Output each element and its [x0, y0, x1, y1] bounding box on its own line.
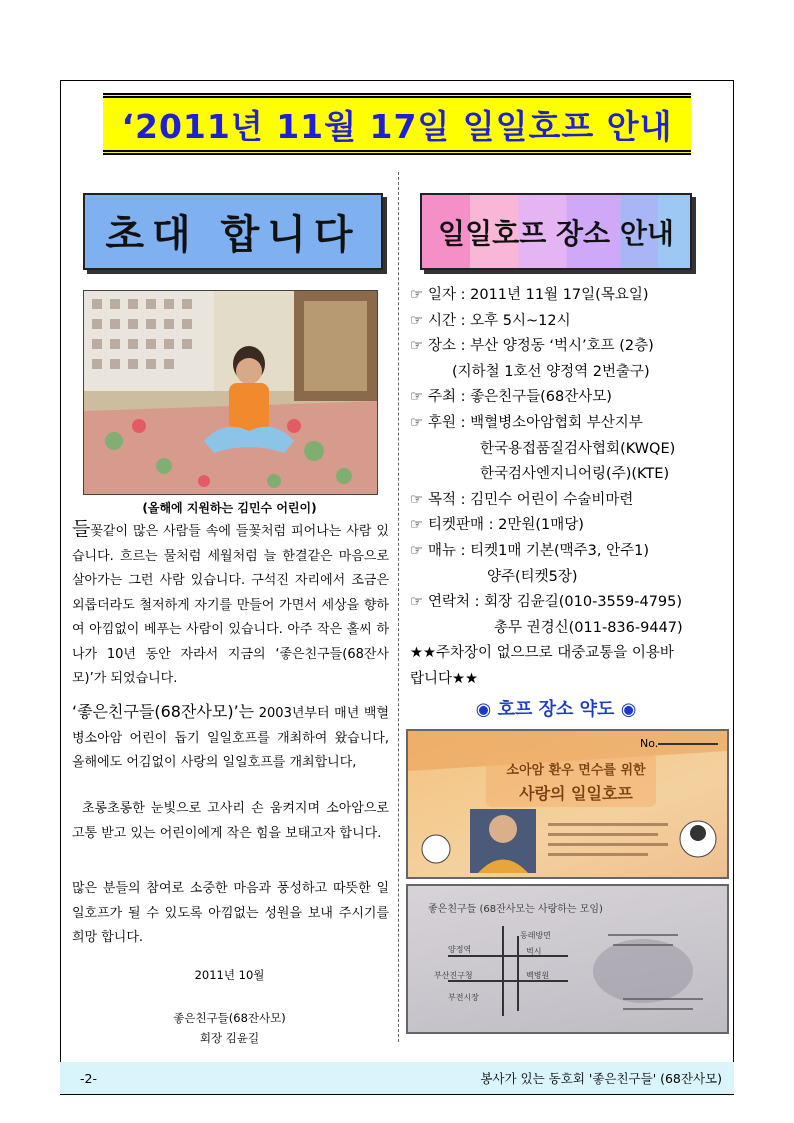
group-name-lead: ‘좋은친구들(68잔사모)’는 [72, 702, 255, 721]
page-title: ‘2011년 11월 17일 일일호프 안내 [121, 106, 673, 146]
info-line [410, 616, 700, 642]
invite-heading-box [83, 193, 383, 270]
info-line [410, 539, 700, 565]
info-line [410, 513, 700, 539]
signature-org: 좋은친구들(68잔사모) [173, 1011, 286, 1025]
info-line-text: (지하철 1호선 양정역 2번출구) [452, 363, 650, 380]
info-line [410, 667, 700, 693]
pointing-hand-icon: ☞ [410, 517, 423, 534]
signature-date: 2011년 10월 [194, 968, 265, 982]
info-line-text: 매뉴 : 티켓1매 기본(맥주3, 안주1) [428, 542, 649, 559]
info-line-text: 장소 : 부산 양정동 ‘벅시’호프 (2층) [428, 338, 654, 355]
info-line-text: 양주(티켓5장) [487, 568, 578, 585]
venue-heading: 일일호프 장소 안내 [438, 216, 674, 250]
info-line [410, 360, 700, 386]
invite-paragraph-4: 많은 분들의 참여로 소중한 마음과 풍성하고 따뜻한 일일호프가 될 수 있도록 아낌없는 성원을 보내 주시기를 희망 합니다. [72, 881, 389, 945]
info-line-text: 한국용접품질검사협회(KWQE) [480, 440, 676, 457]
invite-paragraph-1-first-char: 들 [72, 518, 91, 540]
page-number: -2- [80, 1070, 97, 1086]
map-label-bucksi: 벅시 [526, 947, 542, 956]
info-line-text: 랍니다★★ [410, 670, 479, 687]
info-line-text: 목적 : 김민수 어린이 수술비마련 [428, 491, 634, 508]
map-card-header: 좋은친구들 (68잔사모는 사랑하는 모임) [428, 904, 603, 915]
map-label-market: 부전시장 [448, 993, 479, 1002]
venue-heading-box [420, 193, 692, 270]
info-line-text: 총무 권경신(011-836-9447) [494, 619, 683, 636]
pointing-hand-icon: ☞ [410, 312, 423, 329]
signature-chair: 회장 김윤길 [199, 1031, 260, 1045]
pointing-hand-icon: ☞ [410, 338, 423, 355]
page-footer [60, 1062, 734, 1094]
ticket-line-1: 소아암 환우 면수를 위한 [506, 763, 646, 778]
info-line-text: 연락처 : 회장 김윤길(010-3559-4795) [428, 594, 683, 611]
ticket-photo [406, 729, 729, 879]
invite-heading: 초대 합니다 [105, 212, 361, 258]
event-info-list [410, 283, 700, 693]
pointing-hand-icon: ☞ [410, 287, 423, 303]
info-line-text: 시간 : 오후 5시~12시 [428, 312, 571, 329]
pointing-hand-icon: ☞ [410, 594, 423, 611]
pointing-hand-icon: ☞ [410, 542, 423, 559]
pointing-hand-icon: ☞ [410, 414, 423, 431]
info-line-text: 티켓판매 : 2만원(1매당) [428, 517, 584, 534]
invite-paragraph-2-text: 2003년부터 매년 백혈병소아암 어린이 돕기 일일호프를 개최하여 왔습니다, 올해에도 어김없이 사랑의 일일호프를 개최합니다, [72, 706, 389, 770]
ticket-number-label: No. [640, 737, 659, 750]
invite-paragraph-3: 초롱초롱한 눈빛으로 고사리 손 움켜지며 소아암으로 고통 받고 있는 어린이에게 작은 힘을 보태고자 합니다. [72, 801, 389, 841]
info-line [410, 590, 700, 616]
info-line [410, 309, 700, 335]
pointing-hand-icon: ☞ [410, 491, 423, 508]
info-line-text: 후원 : 백혈병소아암협회 부산지부 [428, 414, 643, 431]
info-line [410, 488, 700, 514]
info-line [410, 641, 700, 667]
map-title: ◉ 호프 장소 약도 ◉ [475, 699, 637, 720]
column-divider [398, 172, 399, 1042]
info-line-text: ★★주차장이 없으므로 대중교통을 이용바 [410, 645, 674, 662]
map-label-hospital: 백병원 [526, 971, 550, 980]
ticket-line-2: 사랑의 일일호프 [519, 784, 633, 803]
footer-org: 봉사가 있는 동호회 '좋은친구들' (68잔사모) [480, 1071, 722, 1086]
info-line [410, 462, 700, 488]
map-label-dongrae: 동래방면 [520, 931, 551, 940]
info-line-text: 한국검사엔지니어링(주)(KTE) [480, 466, 670, 483]
photo-caption: (올해에 지원하는 김민수 어린이) [142, 501, 317, 515]
info-line [410, 565, 700, 591]
invite-paragraph-1-text: 꽃같이 많은 사람들 속에 들꽃처럼 피어나는 사람 있습니다. 흐르는 물처럼 세월처럼 늘 한결같은 마음으로 살아가는 그런 사람 있습니다. 구석진 자리에서 조금은 외롭더라도 철저하게 자기를 만들어 가면서 세상을 향하여 아낌없이 베푸는 사람이 있습니다. 아주 작은 홀씨 하나가 10년 동안 자라서 지금의 ‘좋은친구들(68잔사모)’가 되었습니다. [72, 524, 389, 686]
info-line [410, 334, 700, 360]
pointing-hand-icon: ☞ [410, 389, 423, 406]
info-line [410, 283, 700, 309]
invite-paragraph-1 [72, 517, 389, 692]
info-line [410, 437, 700, 463]
map-label-station: 양정역 [448, 945, 472, 954]
info-line [410, 385, 700, 411]
title-banner [103, 93, 691, 155]
invite-paragraph-2 [72, 700, 389, 776]
info-line-text: 일자 : 2011년 11월 17일(목요일) [428, 287, 649, 303]
map-label-gu-office: 부산진구청 [434, 971, 473, 980]
info-line-text: 주최 : 좋은친구들(68잔사모) [428, 389, 612, 406]
info-line [410, 411, 700, 437]
map-card-photo [406, 884, 729, 1034]
child-photo [83, 290, 378, 495]
